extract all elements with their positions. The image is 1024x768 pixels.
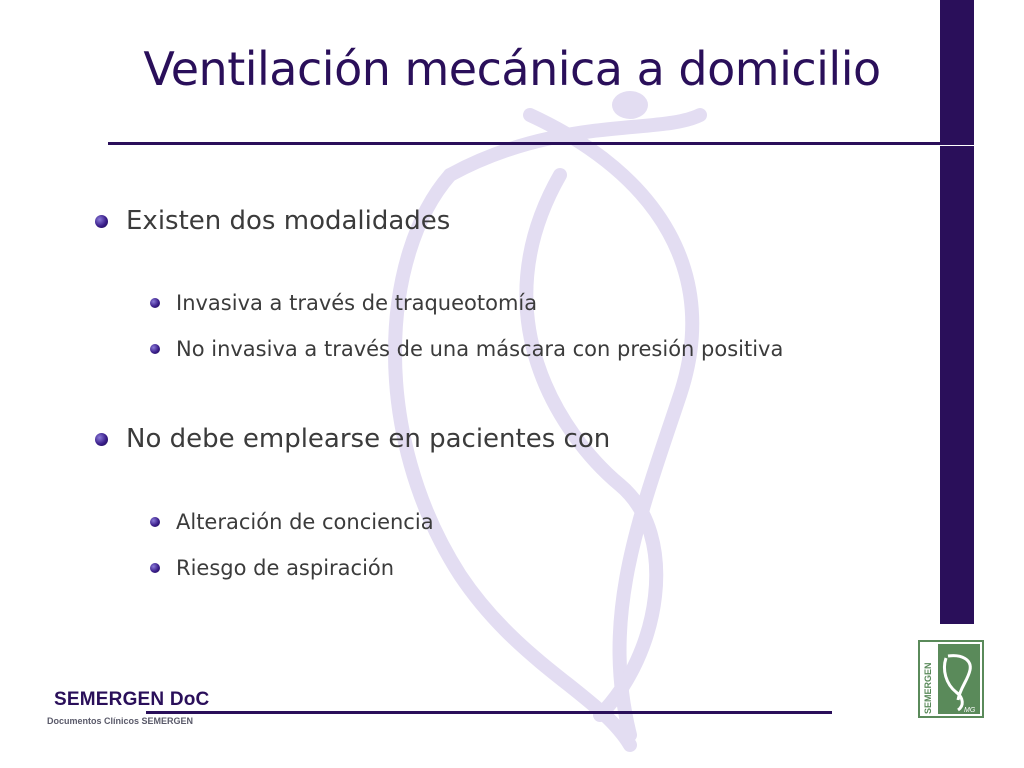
bullet-level2-item	[150, 291, 537, 315]
bullet-level2-item	[150, 556, 394, 580]
footer-brand-subtitle: Documentos Clínicos SEMERGEN	[47, 716, 194, 726]
bullet-level2-item	[150, 510, 434, 534]
bullet-text: No invasiva a través de una máscara con presión positiva	[176, 337, 784, 361]
bullet-level1-item	[95, 206, 450, 236]
semergen-logo-icon	[918, 640, 984, 718]
caduceus-watermark-icon	[300, 55, 800, 755]
bullet-dot-icon	[95, 433, 108, 446]
bullet-level1-item	[95, 424, 610, 454]
bullet-dot-icon	[150, 517, 160, 527]
bullet-text: Alteración de conciencia	[176, 510, 434, 534]
bullet-dot-icon	[150, 298, 160, 308]
bullet-level2-item	[150, 337, 783, 361]
title-divider	[108, 142, 974, 145]
bullet-dot-icon	[150, 344, 160, 354]
right-accent-bar-bottom	[940, 146, 974, 624]
footer-brand-name: SEMERGEN DoC	[54, 689, 210, 710]
bullet-text: Invasiva a través de traqueotomía	[176, 291, 538, 315]
bullet-dot-icon	[150, 563, 160, 573]
logo-small-text: MG	[964, 707, 976, 714]
bullet-dot-icon	[95, 215, 108, 228]
bullet-text: No debe emplearse en pacientes con	[126, 424, 611, 454]
bullet-text: Existen dos modalidades	[126, 206, 451, 236]
footer-divider	[146, 711, 832, 714]
logo-vertical-text: SEMERGEN	[923, 662, 933, 714]
bullet-text: Riesgo de aspiración	[176, 556, 395, 580]
slide-title: Ventilación mecánica a domicilio	[143, 42, 881, 96]
